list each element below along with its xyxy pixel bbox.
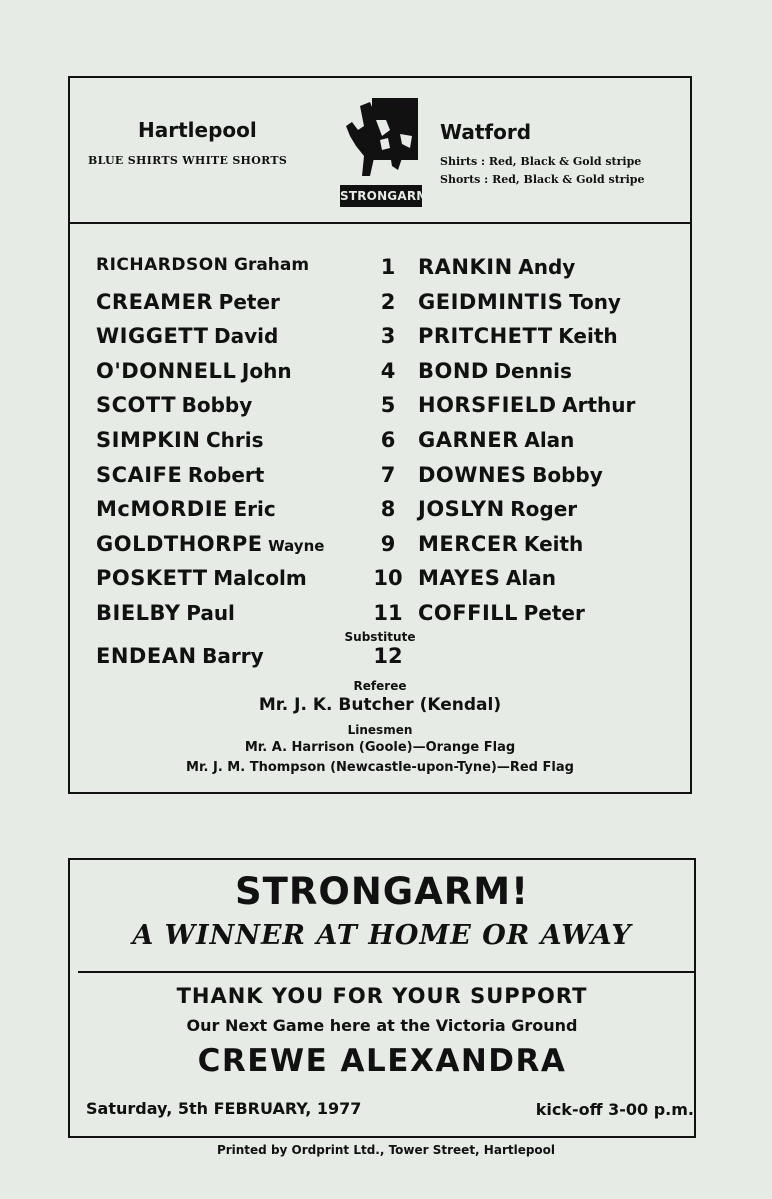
away-firstname: Keith: [558, 324, 618, 349]
advert-tagline: A WINNER AT HOME OR AWAY: [132, 920, 632, 951]
home-firstname: Eric: [233, 497, 276, 522]
shirt-number: 3: [380, 324, 396, 349]
home-firstname: Peter: [218, 289, 280, 314]
away-surname: GARNER: [418, 428, 519, 452]
home-surname: SIMPKIN: [96, 428, 201, 452]
logo-wordmark: STRONGARM: [340, 185, 422, 207]
home-player: [96, 566, 307, 590]
home-player: [96, 497, 276, 521]
away-player: [418, 393, 635, 417]
away-surname: MERCER: [418, 531, 519, 556]
header-divider: [70, 222, 690, 224]
away-firstname: Alan: [505, 566, 556, 591]
away-surname: PRITCHETT: [418, 324, 553, 349]
home-firstname: Barry: [202, 644, 264, 668]
home-player: [96, 463, 264, 487]
home-surname: POSKETT: [96, 566, 208, 591]
away-player: [418, 463, 603, 487]
home-surname: WIGGETT: [96, 324, 209, 349]
away-firstname: Dennis: [494, 358, 572, 383]
home-player: [96, 255, 309, 275]
home-surname: RICHARDSON: [96, 255, 229, 275]
shirt-number: 9: [380, 531, 396, 556]
away-team-name: Watford: [440, 120, 532, 144]
home-firstname: Chris: [205, 428, 264, 452]
away-surname: DOWNES: [418, 462, 527, 487]
referee-label: Referee: [353, 679, 407, 693]
home-surname: O'DONNELL: [96, 358, 237, 383]
lineup-row: [70, 290, 690, 322]
away-firstname: Alan: [524, 428, 575, 452]
shirt-number: 11: [373, 601, 403, 625]
away-player: [418, 324, 618, 348]
home-firstname: John: [241, 358, 292, 383]
kickoff-time: kick-off 3-00 p.m.: [535, 1100, 694, 1119]
shirt-number: 12: [373, 644, 403, 668]
shirt-number: 2: [380, 289, 396, 314]
advert-headline: STRONGARM!: [235, 870, 529, 913]
lineup-row: [70, 644, 690, 676]
linesman-two: Mr. J. M. Thompson (Newcastle-upon-Tyne)—Red Flag: [186, 760, 574, 775]
shirt-number: 5: [380, 393, 396, 418]
away-surname: GEIDMINTIS: [418, 289, 564, 314]
away-firstname: Roger: [510, 497, 578, 522]
match-date: Saturday, 5th FEBRUARY, 1977: [86, 1099, 362, 1118]
away-firstname: Keith: [523, 531, 584, 556]
away-surname: COFFILL: [418, 601, 519, 625]
home-surname: ENDEAN: [96, 644, 197, 668]
shirt-number: 1: [380, 255, 396, 279]
away-surname: MAYES: [418, 566, 501, 591]
lineup-row: [70, 497, 690, 529]
home-team-name: Hartlepool: [138, 118, 257, 142]
away-firstname: Peter: [523, 601, 585, 625]
home-player: [96, 290, 280, 314]
next-opponent: CREWE ALEXANDRA: [197, 1043, 567, 1079]
advert-box: [68, 858, 696, 1138]
lineup-row: [70, 463, 690, 495]
shirt-number: 6: [380, 428, 396, 452]
home-surname: SCOTT: [96, 393, 177, 418]
home-player: [96, 644, 264, 668]
away-shirts: Shirts : Red, Black & Gold stripe: [440, 155, 642, 168]
home-player: [96, 428, 264, 452]
home-player: [96, 601, 235, 625]
shirt-number: 10: [373, 566, 403, 591]
home-firstname: Wayne: [268, 536, 325, 555]
away-firstname: Tony: [568, 289, 621, 314]
shirt-number: 4: [380, 358, 396, 383]
next-game-text: Our Next Game here at the Victoria Ground: [186, 1016, 578, 1035]
lineup-row: [70, 566, 690, 598]
away-player: [418, 497, 577, 521]
home-surname: CREAMER: [96, 289, 214, 314]
home-firstname: Graham: [233, 255, 310, 275]
home-player: [96, 393, 252, 417]
lineup-row: [70, 393, 690, 425]
team-sheet: [68, 76, 692, 794]
lineup-row: [70, 324, 690, 356]
away-surname: BOND: [418, 358, 489, 383]
advert-divider: [78, 971, 694, 973]
home-surname: SCAIFE: [96, 462, 183, 487]
shirt-number: 8: [380, 497, 396, 522]
away-surname: RANKIN: [418, 255, 513, 279]
substitute-label: Substitute: [344, 630, 416, 644]
away-firstname: Andy: [518, 255, 576, 279]
away-player: [418, 566, 556, 590]
away-player: [418, 290, 621, 314]
away-player: [418, 601, 585, 625]
away-surname: JOSLYN: [418, 497, 505, 522]
lineup-row: [70, 428, 690, 460]
home-surname: BIELBY: [96, 601, 181, 625]
printer-credit: Printed by Ordprint Ltd., Tower Street, Hartlepool: [216, 1143, 556, 1157]
linesman-one: Mr. A. Harrison (Goole)—Orange Flag: [244, 740, 516, 755]
lineup-row: [70, 532, 690, 564]
away-shorts: Shorts : Red, Black & Gold stripe: [440, 173, 645, 186]
home-kit: BLUE SHIRTS WHITE SHORTS: [88, 154, 288, 167]
linesmen-label: Linesmen: [347, 723, 413, 737]
home-firstname: David: [214, 324, 279, 349]
home-player: [96, 532, 324, 556]
lineup-row: [70, 601, 690, 633]
away-player: [418, 359, 572, 383]
home-firstname: Paul: [186, 601, 235, 625]
away-firstname: Arthur: [562, 393, 636, 418]
away-player: [418, 428, 574, 452]
away-surname: HORSFIELD: [418, 393, 557, 418]
shirt-number: 7: [380, 462, 396, 487]
lineup-row: [70, 255, 690, 287]
home-surname: GOLDTHORPE: [96, 531, 263, 556]
home-player: [96, 359, 292, 383]
home-firstname: Malcolm: [213, 566, 307, 591]
away-player: [418, 255, 575, 279]
home-player: [96, 324, 278, 348]
home-firstname: Bobby: [181, 393, 253, 418]
lineup-row: [70, 359, 690, 391]
thanks-text: THANK YOU FOR YOUR SUPPORT: [176, 984, 588, 1008]
home-firstname: Robert: [187, 462, 265, 487]
away-player: [418, 532, 583, 556]
away-firstname: Bobby: [532, 462, 603, 487]
home-surname: McMORDIE: [96, 497, 228, 522]
referee-name: Mr. J. K. Butcher (Kendal): [258, 695, 502, 715]
